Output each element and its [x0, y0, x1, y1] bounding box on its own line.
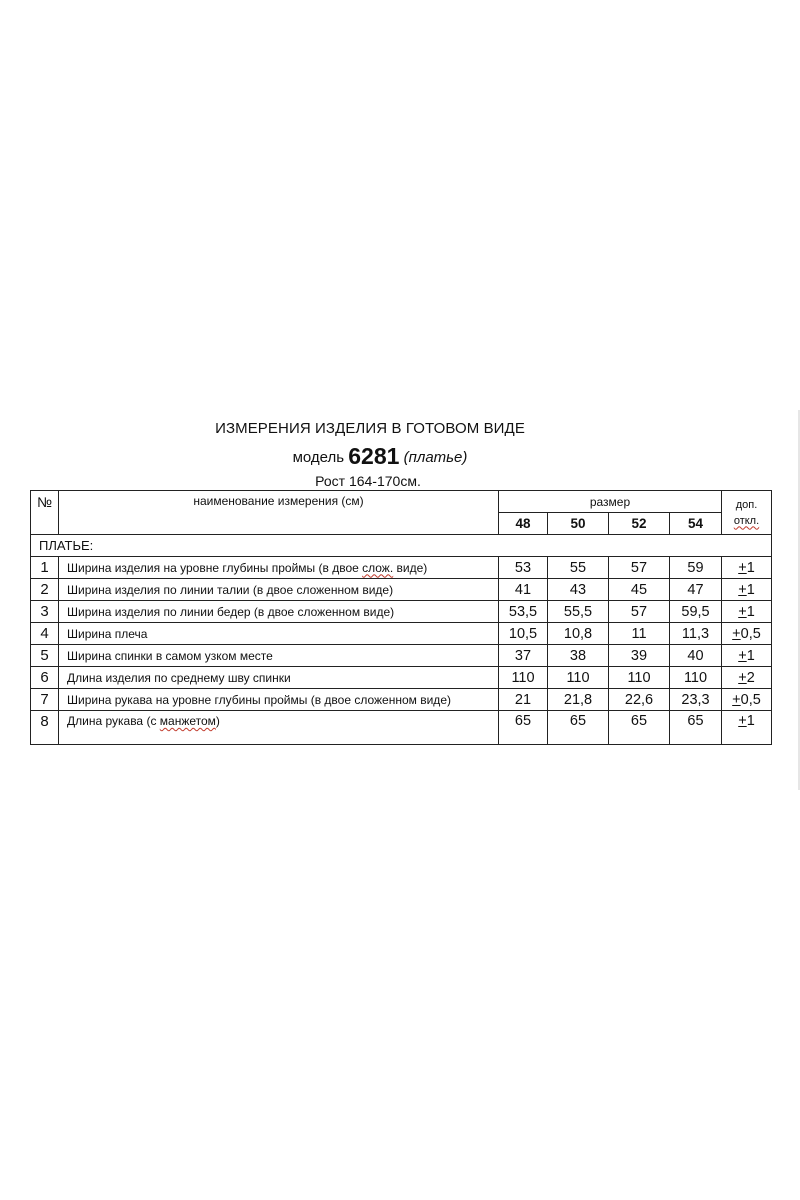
header-tolerance-line1: доп. [735, 498, 758, 511]
name-part: Длина рукава (с [67, 714, 160, 728]
tolerance-value: 1 [746, 581, 755, 598]
measurement-name: Ширина изделия по линии талии (в двое сложенном виде) [59, 579, 499, 601]
value-48: 10,5 [499, 623, 548, 645]
header-tolerance [722, 491, 772, 535]
table-row [31, 689, 772, 711]
model-line [0, 443, 760, 470]
value-52: 57 [609, 601, 670, 623]
size-48: 48 [499, 513, 548, 535]
value-54: 110 [670, 667, 722, 689]
tolerance-sign: + [738, 713, 747, 729]
value-52: 57 [609, 557, 670, 579]
value-54: 65 [670, 711, 722, 745]
tolerance-sign: + [732, 691, 741, 708]
row-number: 4 [31, 623, 59, 645]
value-50: 55,5 [548, 601, 609, 623]
tolerance [722, 557, 772, 579]
row-number: 6 [31, 667, 59, 689]
table-row [31, 557, 772, 579]
value-48: 41 [499, 579, 548, 601]
value-50: 110 [548, 667, 609, 689]
value-48: 53 [499, 557, 548, 579]
name-part: ) [215, 714, 220, 728]
header-row [31, 491, 772, 513]
row-number: 7 [31, 689, 59, 711]
name-spellcheck-word: слож. [362, 560, 394, 575]
header-measurement-name: наименование измерения (см) [59, 491, 499, 535]
tolerance-value: 2 [746, 669, 755, 686]
value-52: 39 [609, 645, 670, 667]
tolerance-sign: + [732, 625, 741, 642]
size-52: 52 [609, 513, 670, 535]
size-50: 50 [548, 513, 609, 535]
table-row [31, 711, 772, 745]
model-prefix: модель [292, 449, 345, 466]
tolerance-value: 1 [746, 603, 755, 620]
tolerance-value: 1 [746, 647, 755, 664]
tolerance-value: 1 [746, 713, 755, 729]
value-54: 11,3 [670, 623, 722, 645]
model-kind: (платье) [403, 449, 468, 466]
document-title: ИЗМЕРЕНИЯ ИЗДЕЛИЯ В ГОТОВОМ ВИДЕ [215, 420, 525, 437]
value-52: 45 [609, 579, 670, 601]
name-part: Ширина изделия на уровне глубины проймы (в двое [67, 560, 363, 575]
section-row [31, 535, 772, 557]
name-part: виде) [393, 560, 428, 575]
table-row [31, 623, 772, 645]
measurement-name: Ширина спинки в самом узком месте [59, 645, 499, 667]
measurement-name [59, 557, 499, 579]
value-50: 10,8 [548, 623, 609, 645]
row-number: 8 [31, 711, 59, 745]
value-50: 38 [548, 645, 609, 667]
table-row [31, 601, 772, 623]
row-number: 1 [31, 557, 59, 579]
value-50: 65 [548, 711, 609, 745]
value-52: 11 [609, 623, 670, 645]
tolerance-sign: + [738, 603, 747, 620]
value-48: 53,5 [499, 601, 548, 623]
value-52: 22,6 [609, 689, 670, 711]
value-52: 65 [609, 711, 670, 745]
value-50: 55 [548, 557, 609, 579]
tolerance [722, 711, 772, 745]
tolerance-value: 1 [746, 559, 755, 576]
tolerance-sign: + [738, 559, 747, 576]
tolerance-sign: + [738, 647, 747, 664]
value-54: 40 [670, 645, 722, 667]
row-number: 5 [31, 645, 59, 667]
measurement-name: Ширина плеча [59, 623, 499, 645]
tolerance-value: 0,5 [740, 625, 761, 642]
name-spellcheck-word: манжетом [159, 714, 216, 728]
value-50: 21,8 [548, 689, 609, 711]
tolerance [722, 667, 772, 689]
measurement-name: Длина изделия по среднему шву спинки [59, 667, 499, 689]
size-54: 54 [670, 513, 722, 535]
row-number: 2 [31, 579, 59, 601]
row-number: 3 [31, 601, 59, 623]
value-54: 47 [670, 579, 722, 601]
measurement-name: Ширина рукава на уровне глубины проймы (в двое сложенном виде) [59, 689, 499, 711]
header-size: размер [499, 491, 722, 513]
tolerance-sign: + [738, 669, 747, 686]
header-no: № [31, 491, 59, 535]
measurement-name: Ширина изделия по линии бедер (в двое сложенном виде) [59, 601, 499, 623]
table-row [31, 645, 772, 667]
tolerance-value: 0,5 [740, 691, 761, 708]
tolerance [722, 601, 772, 623]
value-48: 110 [499, 667, 548, 689]
tolerance [722, 689, 772, 711]
table-row [31, 667, 772, 689]
measurements-table [30, 490, 772, 745]
measurement-name [59, 711, 499, 745]
tolerance-sign: + [738, 581, 747, 598]
value-54: 59 [670, 557, 722, 579]
value-48: 65 [499, 711, 548, 745]
tolerance [722, 579, 772, 601]
value-48: 21 [499, 689, 548, 711]
value-52: 110 [609, 667, 670, 689]
model-number: 6281 [348, 443, 400, 469]
tolerance [722, 623, 772, 645]
section-dress: ПЛАТЬЕ: [31, 535, 772, 557]
height-range: Рост 164-170см. [315, 473, 421, 489]
tolerance [722, 645, 772, 667]
header-tolerance-line2: откл. [733, 514, 760, 527]
value-48: 37 [499, 645, 548, 667]
value-50: 43 [548, 579, 609, 601]
table-row [31, 579, 772, 601]
value-54: 23,3 [670, 689, 722, 711]
value-54: 59,5 [670, 601, 722, 623]
